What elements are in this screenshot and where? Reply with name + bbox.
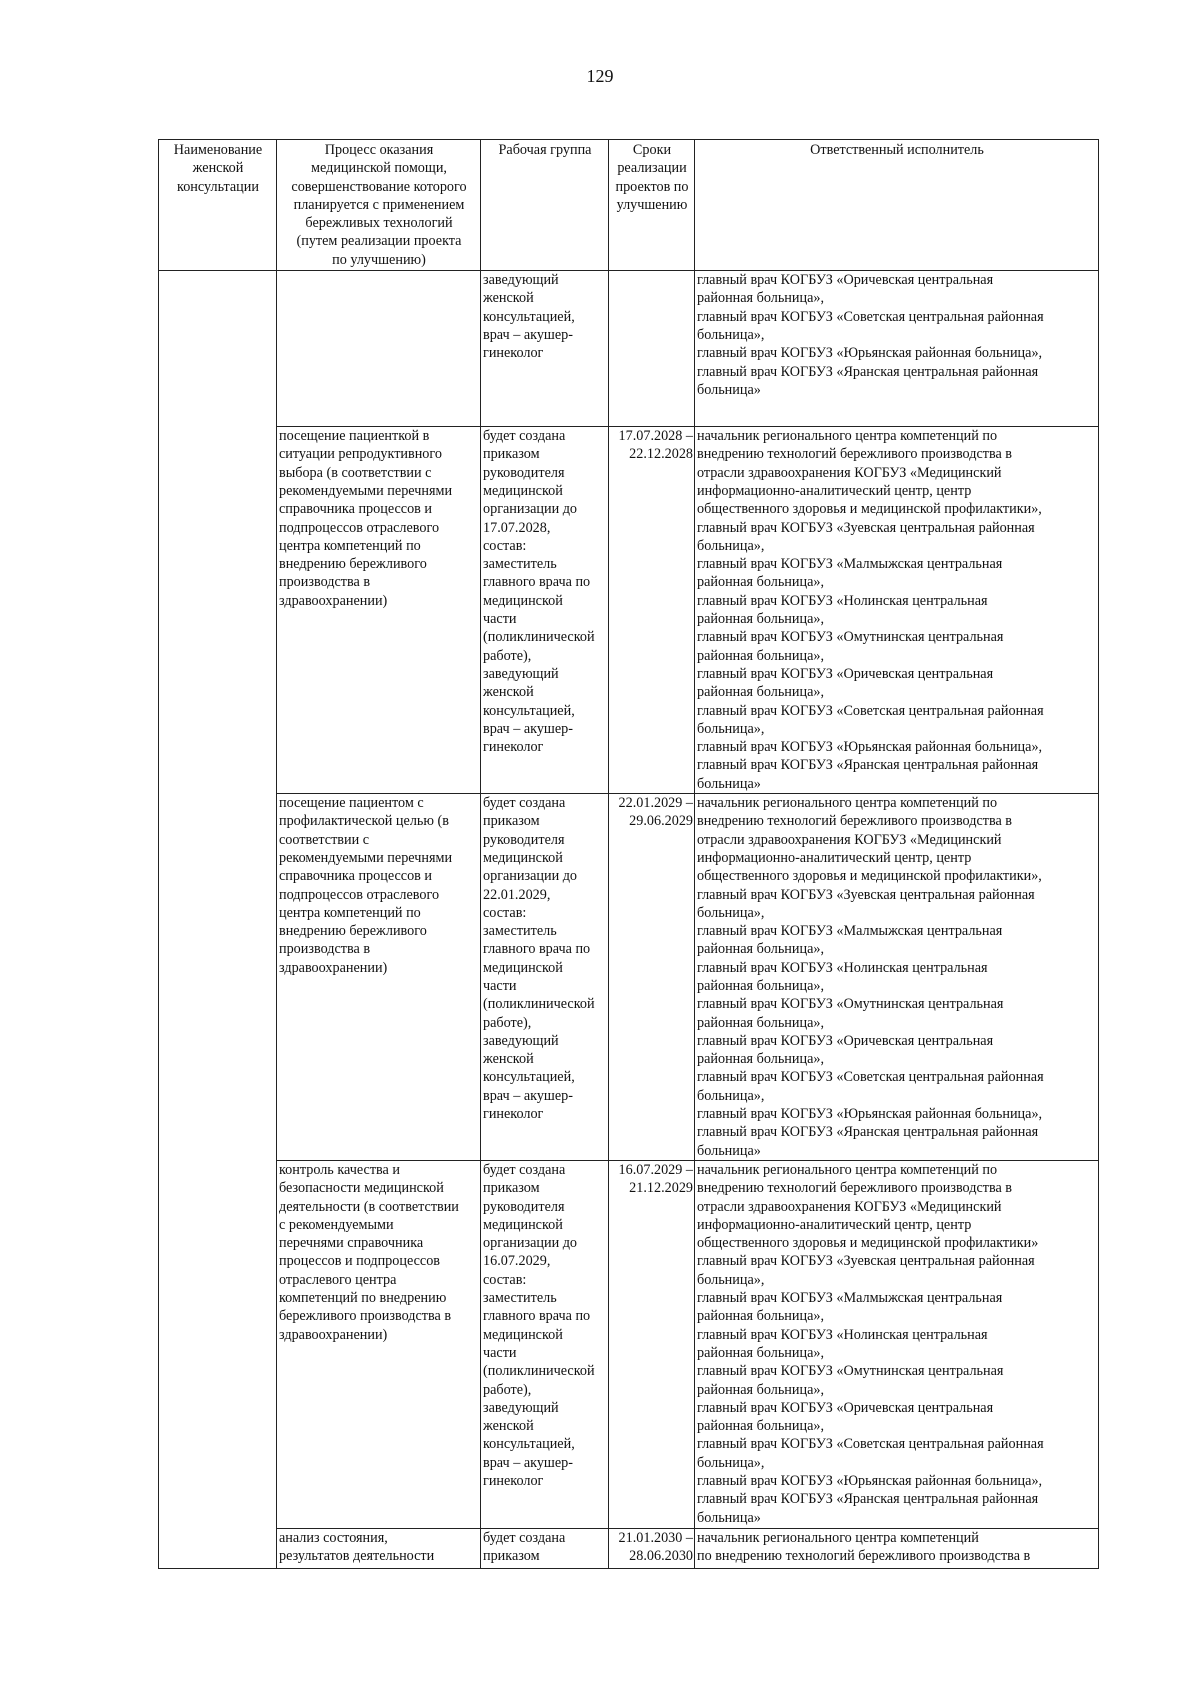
responsible-line: больница», bbox=[697, 904, 765, 921]
header-line: по улучшению) bbox=[332, 251, 426, 268]
process-line: здравоохранении) bbox=[279, 1326, 388, 1343]
responsible-line: больница» bbox=[697, 775, 761, 792]
responsible-line: главный врач КОГБУЗ «Советская центральная районная bbox=[697, 308, 1044, 325]
responsible-line: отрасли здравоохранения КОГБУЗ «Медицинский bbox=[697, 464, 1002, 481]
working-group-line: работе), bbox=[483, 647, 532, 664]
working-group-line: заместитель bbox=[483, 1290, 557, 1307]
responsible-line: главный врач КОГБУЗ «Зуевская центральная районная bbox=[697, 1253, 1035, 1270]
working-group-cell bbox=[481, 1160, 609, 1528]
responsible-cell bbox=[695, 427, 1099, 794]
working-group-line: работе), bbox=[483, 1381, 532, 1398]
working-group-line: консультацией, bbox=[483, 702, 575, 719]
process-line: справочника процессов и bbox=[279, 501, 433, 518]
deadline-cell bbox=[609, 427, 695, 794]
working-group-line: состав: bbox=[483, 904, 527, 921]
responsible-line: главный врач КОГБУЗ «Советская центральная районная bbox=[697, 702, 1044, 719]
working-group-line: организации до bbox=[483, 1235, 578, 1252]
working-group-line: главного врача по bbox=[483, 574, 591, 591]
responsible-line: больница» bbox=[697, 381, 761, 398]
deadline-line: 28.06.2030 bbox=[629, 1548, 693, 1565]
responsible-line: больница» bbox=[697, 1142, 761, 1159]
working-group-line: медицинской bbox=[483, 1216, 563, 1233]
responsible-line: больница», bbox=[697, 1087, 765, 1104]
working-group-line: состав: bbox=[483, 1271, 527, 1288]
deadline-cell bbox=[609, 1528, 695, 1568]
header-line: бережливых технологий bbox=[305, 215, 453, 232]
working-group-line: руководителя bbox=[483, 1198, 565, 1215]
header-line: проектов по bbox=[615, 178, 689, 195]
responsible-line: районная больница», bbox=[697, 941, 825, 958]
responsible-line: начальник регионального центра компетенций по bbox=[697, 795, 998, 812]
deadline-line: 21.01.2030 – bbox=[618, 1529, 693, 1546]
responsible-line: районная больница», bbox=[697, 1051, 825, 1068]
working-group-line: руководителя bbox=[483, 831, 565, 848]
clinic-name-cell bbox=[159, 271, 277, 1569]
working-group-line: гинеколог bbox=[483, 1473, 544, 1489]
header-deadlines bbox=[609, 140, 695, 271]
working-group-line: гинеколог bbox=[483, 345, 544, 362]
responsible-line: главный врач КОГБУЗ «Советская центральная районная bbox=[697, 1069, 1044, 1086]
deadline-line: 16.07.2029 – bbox=[618, 1161, 693, 1178]
process-cell bbox=[277, 794, 481, 1161]
responsible-line: главный врач КОГБУЗ «Зуевская центральная районная bbox=[697, 886, 1035, 903]
process-cell bbox=[277, 271, 481, 427]
working-group-line: врач – акушер- bbox=[483, 326, 573, 343]
responsible-line: больница», bbox=[697, 1454, 765, 1471]
deadline-line: 17.07.2028 – bbox=[618, 428, 693, 445]
process-line: центра компетенций по bbox=[279, 537, 421, 554]
header-clinic-name bbox=[159, 140, 277, 271]
responsible-line: начальник регионального центра компетенций по bbox=[697, 428, 998, 445]
header-line: реализации bbox=[617, 160, 687, 177]
responsible-line: общественного здоровья и медицинской профилактики», bbox=[697, 501, 1042, 518]
working-group-line: будет создана bbox=[483, 428, 566, 445]
responsible-line: главный врач КОГБУЗ «Нолинская центральная bbox=[697, 592, 988, 609]
responsible-cell bbox=[695, 794, 1099, 1161]
responsible-line: больница», bbox=[697, 537, 765, 554]
process-line: внедрению бережливого bbox=[279, 923, 427, 940]
working-group-line: (поликлинической bbox=[483, 996, 595, 1013]
responsible-line: главный врач КОГБУЗ «Юрьянская районная больница», bbox=[697, 345, 1043, 362]
deadline-line: 22.12.2028 bbox=[629, 446, 693, 463]
responsible-line: районная больница», bbox=[697, 290, 825, 307]
working-group-line: заведующий bbox=[483, 272, 559, 289]
deadline-cell bbox=[609, 794, 695, 1161]
working-group-line: организации до bbox=[483, 868, 578, 885]
working-group-line: будет создана bbox=[483, 1529, 566, 1546]
responsible-line: главный врач КОГБУЗ «Юрьянская районная больница», bbox=[697, 1106, 1043, 1123]
working-group-line: работе), bbox=[483, 1014, 532, 1031]
responsible-line: больница», bbox=[697, 720, 765, 737]
process-cell bbox=[277, 1528, 481, 1568]
header-line: медицинской помощи, bbox=[311, 160, 447, 177]
process-line: анализ состояния, bbox=[279, 1529, 388, 1546]
table-row bbox=[159, 271, 1099, 427]
process-line: подпроцессов отраслевого bbox=[279, 886, 440, 903]
process-line: бережливого производства в bbox=[279, 1308, 452, 1325]
header-responsible bbox=[695, 140, 1099, 271]
process-line: производства в bbox=[279, 574, 371, 591]
table-body bbox=[159, 271, 1099, 1569]
responsible-line: информационно-аналитический центр, центр bbox=[697, 1216, 972, 1233]
working-group-line: медицинской bbox=[483, 1326, 563, 1343]
header-line: Наименование bbox=[173, 142, 263, 158]
process-line: отраслевого центра bbox=[279, 1271, 397, 1288]
process-line: посещение пациенткой в bbox=[279, 428, 430, 445]
responsible-line: главный врач КОГБУЗ «Оричевская центральная bbox=[697, 665, 994, 682]
working-group-line: женской bbox=[483, 684, 534, 701]
responsible-line: главный врач КОГБУЗ «Малмыжская центральная bbox=[697, 923, 1003, 940]
process-line: производства в bbox=[279, 941, 371, 958]
responsible-line: главный врач КОГБУЗ «Омутнинская центральная bbox=[697, 629, 1004, 646]
process-line: центра компетенций по bbox=[279, 904, 421, 921]
responsible-line: районная больница», bbox=[697, 1308, 825, 1325]
process-line: справочника процессов и bbox=[279, 868, 433, 885]
header-line: Ответственный исполнитель bbox=[810, 142, 984, 158]
responsible-line: главный врач КОГБУЗ «Яранская центральная районная bbox=[697, 363, 1039, 380]
responsible-cell bbox=[695, 1528, 1099, 1568]
responsible-line: главный врач КОГБУЗ «Оричевская центральная bbox=[697, 1399, 994, 1416]
working-group-line: состав: bbox=[483, 537, 527, 554]
responsible-line: главный врач КОГБУЗ «Советская центральная районная bbox=[697, 1436, 1044, 1453]
responsible-line: главный врач КОГБУЗ «Малмыжская центральная bbox=[697, 556, 1003, 573]
table-header-row bbox=[159, 140, 1099, 271]
responsible-line: районная больница», bbox=[697, 977, 825, 994]
working-group-line: заместитель bbox=[483, 556, 557, 573]
process-line: подпроцессов отраслевого bbox=[279, 519, 440, 536]
working-group-line: заведующий bbox=[483, 1399, 559, 1416]
responsible-line: районная больница», bbox=[697, 574, 825, 591]
responsible-line: больница» bbox=[697, 1509, 761, 1526]
process-line: здравоохранении) bbox=[279, 592, 388, 609]
header-line: Процесс оказания bbox=[324, 142, 434, 158]
responsible-line: главный врач КОГБУЗ «Юрьянская районная больница», bbox=[697, 739, 1043, 756]
table-row bbox=[159, 1160, 1099, 1528]
responsible-line: главный врач КОГБУЗ «Зуевская центральная районная bbox=[697, 519, 1035, 536]
working-group-line: 22.01.2029, bbox=[483, 886, 551, 903]
working-group-cell bbox=[481, 427, 609, 794]
working-group-line: заведующий bbox=[483, 1032, 559, 1049]
working-group-line: 16.07.2029, bbox=[483, 1253, 551, 1270]
working-group-line: женской bbox=[483, 1051, 534, 1068]
responsible-line: главный врач КОГБУЗ «Омутнинская центральная bbox=[697, 1363, 1004, 1380]
working-group-line: врач – акушер- bbox=[483, 720, 573, 737]
responsible-line: общественного здоровья и медицинской профилактики» bbox=[697, 1235, 1039, 1252]
working-group-line: главного врача по bbox=[483, 941, 591, 958]
process-line: безопасности медицинской bbox=[279, 1180, 444, 1197]
working-group-line: приказом bbox=[483, 1548, 540, 1565]
working-group-line: части bbox=[483, 1344, 517, 1361]
responsible-line: отрасли здравоохранения КОГБУЗ «Медицинский bbox=[697, 1198, 1002, 1215]
working-group-line: (поликлинической bbox=[483, 629, 595, 646]
working-group-line: женской bbox=[483, 1418, 534, 1435]
process-line: процессов и подпроцессов bbox=[279, 1253, 441, 1270]
responsible-cell bbox=[695, 1160, 1099, 1528]
process-line: с рекомендуемыми bbox=[279, 1216, 394, 1233]
table-row bbox=[159, 427, 1099, 794]
process-line: внедрению бережливого bbox=[279, 556, 427, 573]
process-line: выбора (в соответствии с bbox=[279, 464, 432, 481]
working-group-line: женской bbox=[483, 290, 534, 307]
header-line: Рабочая группа bbox=[498, 142, 592, 158]
process-line: контроль качества и bbox=[279, 1161, 400, 1178]
responsible-line: главный врач КОГБУЗ «Нолинская центральная bbox=[697, 1326, 988, 1343]
page-number: 129 bbox=[586, 66, 614, 86]
working-group-line: заместитель bbox=[483, 923, 557, 940]
header-line: совершенствование которого bbox=[291, 178, 467, 195]
working-group-line: медицинской bbox=[483, 959, 563, 976]
header-line: женской bbox=[192, 160, 244, 177]
responsible-line: начальник регионального центра компетенций bbox=[697, 1529, 979, 1546]
working-group-line: приказом bbox=[483, 1180, 540, 1197]
working-group-line: руководителя bbox=[483, 464, 565, 481]
responsible-line: главный врач КОГБУЗ «Яранская центральная районная bbox=[697, 1124, 1039, 1141]
process-line: соответствии с bbox=[279, 831, 370, 848]
responsible-line: внедрению технологий бережливого производства в bbox=[697, 813, 1012, 830]
working-group-line: консультацией, bbox=[483, 1436, 575, 1453]
working-group-line: приказом bbox=[483, 446, 540, 463]
process-line: ситуации репродуктивного bbox=[279, 446, 442, 463]
responsible-line: главный врач КОГБУЗ «Юрьянская районная больница», bbox=[697, 1473, 1043, 1489]
responsible-line: главный врач КОГБУЗ «Оричевская центральная bbox=[697, 272, 994, 289]
table-row bbox=[159, 794, 1099, 1161]
responsible-line: отрасли здравоохранения КОГБУЗ «Медицинский bbox=[697, 831, 1002, 848]
working-group-line: части bbox=[483, 611, 517, 628]
working-group-line: медицинской bbox=[483, 592, 563, 609]
implementation-table bbox=[158, 139, 1099, 1569]
responsible-line: больница», bbox=[697, 1271, 765, 1288]
working-group-line: (поликлинической bbox=[483, 1363, 595, 1380]
header-line: планируется с применением bbox=[293, 196, 465, 213]
process-line: рекомендуемыми перечнями bbox=[279, 849, 453, 866]
process-line: перечнями справочника bbox=[279, 1235, 424, 1252]
working-group-line: гинеколог bbox=[483, 739, 544, 756]
responsible-line: главный врач КОГБУЗ «Нолинская центральная bbox=[697, 959, 988, 976]
working-group-line: организации до bbox=[483, 501, 578, 518]
responsible-line: районная больница», bbox=[697, 647, 825, 664]
responsible-line: районная больница», bbox=[697, 1418, 825, 1435]
responsible-line: главный врач КОГБУЗ «Малмыжская центральная bbox=[697, 1290, 1003, 1307]
header-line: (путем реализации проекта bbox=[296, 233, 462, 250]
working-group-cell bbox=[481, 794, 609, 1161]
responsible-line: районная больница», bbox=[697, 1344, 825, 1361]
working-group-line: приказом bbox=[483, 813, 540, 830]
working-group-line: будет создана bbox=[483, 1161, 566, 1178]
working-group-cell bbox=[481, 1528, 609, 1568]
working-group-line: медицинской bbox=[483, 849, 563, 866]
deadline-line: 29.06.2029 bbox=[629, 813, 693, 830]
responsible-line: главный врач КОГБУЗ «Оричевская центральная bbox=[697, 1032, 994, 1049]
process-line: деятельности (в соответствии bbox=[279, 1198, 459, 1215]
table-row bbox=[159, 1528, 1099, 1568]
responsible-line: районная больница», bbox=[697, 1014, 825, 1031]
process-cell bbox=[277, 427, 481, 794]
working-group-cell bbox=[481, 271, 609, 427]
working-group-line: консультацией, bbox=[483, 308, 575, 325]
working-group-line: заведующий bbox=[483, 665, 559, 682]
header-working-group bbox=[481, 140, 609, 271]
responsible-line: районная больница», bbox=[697, 1381, 825, 1398]
header-process bbox=[277, 140, 481, 271]
working-group-line: главного врача по bbox=[483, 1308, 591, 1325]
working-group-line: врач – акушер- bbox=[483, 1087, 573, 1104]
deadline-cell bbox=[609, 271, 695, 427]
process-line: компетенций по внедрению bbox=[279, 1290, 447, 1307]
responsible-line: общественного здоровья и медицинской профилактики», bbox=[697, 868, 1042, 885]
working-group-line: медицинской bbox=[483, 482, 563, 499]
process-cell bbox=[277, 1160, 481, 1528]
working-group-line: части bbox=[483, 977, 517, 994]
working-group-line: гинеколог bbox=[483, 1106, 544, 1123]
responsible-line: районная больница», bbox=[697, 611, 825, 628]
process-line: профилактической целью (в bbox=[279, 813, 449, 830]
deadline-line: 21.12.2029 bbox=[629, 1180, 693, 1197]
responsible-line: по внедрению технологий бережливого производства в bbox=[697, 1548, 1031, 1565]
deadline-line: 22.01.2029 – bbox=[618, 795, 693, 812]
process-line: здравоохранении) bbox=[279, 959, 388, 976]
responsible-line: информационно-аналитический центр, центр bbox=[697, 482, 972, 499]
responsible-line: внедрению технологий бережливого производства в bbox=[697, 1180, 1012, 1197]
responsible-line: внедрению технологий бережливого производства в bbox=[697, 446, 1012, 463]
working-group-line: консультацией, bbox=[483, 1069, 575, 1086]
responsible-line: главный врач КОГБУЗ «Омутнинская центральная bbox=[697, 996, 1004, 1013]
responsible-line: информационно-аналитический центр, центр bbox=[697, 849, 972, 866]
header-line: консультации bbox=[177, 178, 259, 195]
header-line: Сроки bbox=[632, 142, 672, 158]
header-line: улучшению bbox=[616, 196, 688, 213]
responsible-line: начальник регионального центра компетенций по bbox=[697, 1161, 998, 1178]
process-line: результатов деятельности bbox=[279, 1548, 435, 1565]
responsible-line: районная больница», bbox=[697, 684, 825, 701]
working-group-line: 17.07.2028, bbox=[483, 519, 551, 536]
responsible-line: главный врач КОГБУЗ «Яранская центральная районная bbox=[697, 757, 1039, 774]
process-line: посещение пациентом с bbox=[279, 795, 424, 812]
responsible-line: главный врач КОГБУЗ «Яранская центральная районная bbox=[697, 1491, 1039, 1508]
working-group-line: врач – акушер- bbox=[483, 1454, 573, 1471]
deadline-cell bbox=[609, 1160, 695, 1528]
process-line: рекомендуемыми перечнями bbox=[279, 482, 453, 499]
working-group-line: будет создана bbox=[483, 795, 566, 812]
responsible-cell bbox=[695, 271, 1099, 427]
responsible-line: больница», bbox=[697, 326, 765, 343]
